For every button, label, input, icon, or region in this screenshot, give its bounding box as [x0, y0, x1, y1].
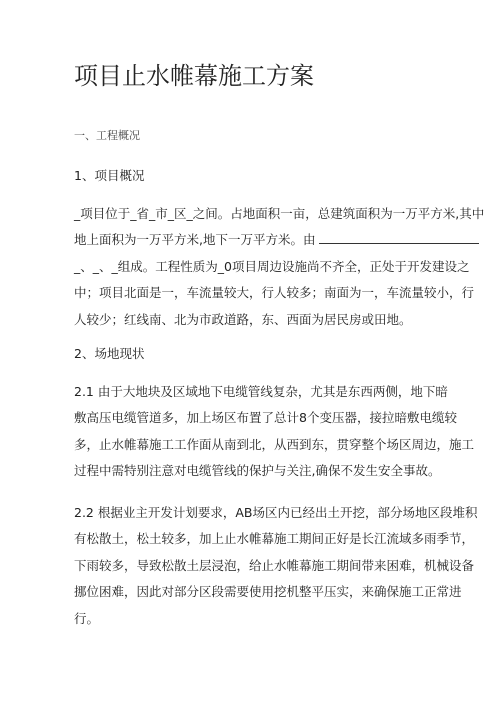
text-line: 多，止水帷幕施工工作面从南到北，从西到东，贯穿整个场区周边，施工 [74, 436, 475, 452]
text-line: _、_、_组成。工程性质为_0项目周边设施尚不齐全，正处于开发建设之 [74, 258, 470, 274]
document-title: 项目止水帷幕施工方案 [74, 62, 314, 90]
paragraph-2-1 [74, 379, 475, 485]
section-heading-overview: 一、工程概况 [74, 129, 140, 142]
text-line-segment: 地上面积为一万平方米,地下一万平方米。由 [74, 232, 316, 248]
fill-in-blank [319, 232, 479, 244]
text-line: 敷高压电缆管道多，加上场区布置了总计8个变压器，接拉暗敷电缆较 [74, 410, 457, 426]
text-line: 人较少；红线南、北为市政道路，东、西面为居民房或田地。 [74, 311, 412, 327]
text-line: _项目位于_省_市_区_之间。占地面积一亩，总建筑面积为一万平方米,其中 [74, 206, 485, 221]
paragraph-project-overview [74, 201, 485, 333]
subheading-project-overview: 1、项目概况 [74, 168, 145, 183]
text-line: 行。 [74, 610, 100, 626]
text-line: 中；项目北面是一，车流量较大，行人较多；南面为一，车流量较小，行 [74, 285, 475, 301]
text-line: 挪位困难，因此对部分区段需要使用挖机整平压实，来确保施工正常进 [74, 584, 462, 600]
paragraph-2-2 [74, 500, 478, 632]
text-line: 2.2 根据业主开发计划要求，AB场区内已经出土开挖，部分场地区段堆积 [74, 505, 478, 520]
text-line: 过程中需特别注意对电缆管线的保护与关注,确保不发生安全事故。 [74, 463, 441, 479]
subheading-site-status: 2、场地现状 [74, 346, 145, 361]
text-line: 有松散土，松土较多，加上止水帷幕施工期间正好是长江流域多雨季节， [74, 531, 475, 547]
text-line: 下雨较多，导致松散土层浸泡，给止水帷幕施工期间带来困难，机械设备 [74, 557, 475, 573]
text-line: 2.1 由于大地块及区域地下电缆管线复杂，尤其是东西两侧，地下暗 [74, 384, 448, 399]
text-line [74, 227, 436, 253]
